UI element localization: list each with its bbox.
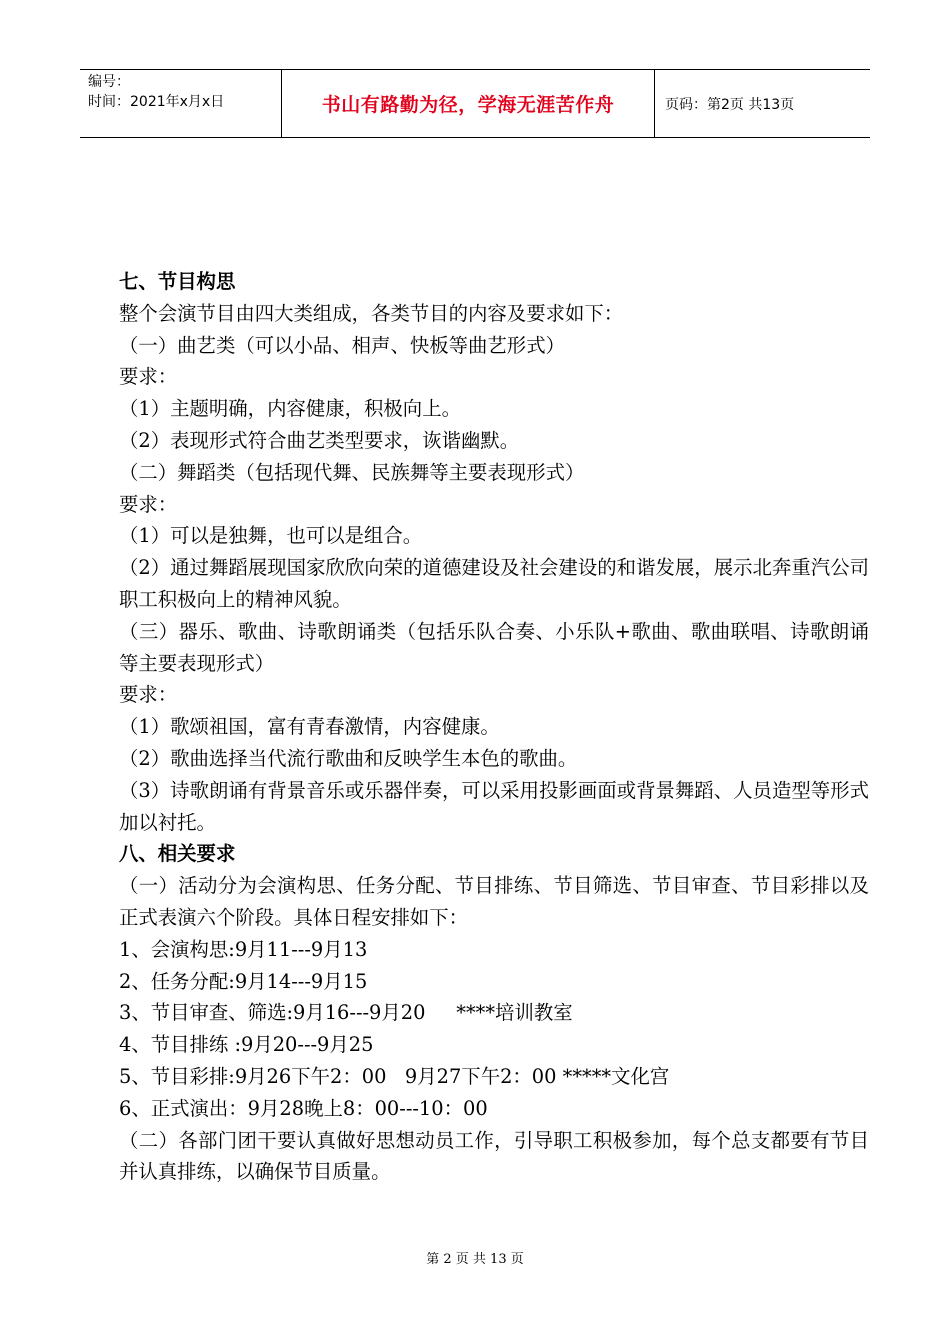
list-item: （2）通过舞蹈展现国家欣欣向荣的道德建设及社会建设的和谐发展，展示北奔重汽公司职工积极向上的精神风貌。 (119, 556, 869, 611)
list-item: （2）歌曲选择当代流行歌曲和反映学生本色的歌曲。 (119, 746, 578, 770)
list-item: （3）诗歌朗诵有背景音乐或乐器伴奏，可以采用投影画面或背景舞蹈、人员造型等形式加以衬托。 (119, 778, 869, 834)
header-page-info: 页码：第2页 共13页 (665, 96, 795, 113)
schedule-item: 5、节目彩排:9月26下午2：00 9月27下午2：00 *****文化宫 (119, 1064, 670, 1088)
section-8-paragraph: （一）活动分为会演构思、任务分配、节目排练、节目筛选、节目审查、节目彩排以及正式表演六个阶段。具体日程安排如下： (119, 874, 869, 929)
header-meta (80, 70, 282, 137)
list-item: （1）歌颂祖国，富有青春激情，内容健康。 (119, 715, 500, 739)
schedule-item: 2、任务分配:9月14---9月15 (119, 969, 368, 993)
page-footer: 第 2 页 共 13 页 (426, 1252, 524, 1267)
category-1-title: （一）曲艺类（可以小品、相声、快板等曲艺形式） (119, 333, 565, 357)
list-item: （1）主题明确，内容健康，积极向上。 (119, 397, 461, 421)
section-8-paragraph: （二）各部门团干要认真做好思想动员工作，引导职工积极参加，每个总支都要有节目并认真排练，以确保节目质量。 (119, 1128, 869, 1184)
section-8-title: 八、相关要求 (119, 842, 236, 866)
list-item: （2）表现形式符合曲艺类型要求，诙谐幽默。 (119, 428, 520, 452)
section-7-title: 七、节目构思 (119, 270, 236, 293)
category-3-title: （三）器乐、歌曲、诗歌朗诵类（包括乐队合奏、小乐队+歌曲、歌曲联唱、诗歌朗诵等主要表现形式） (119, 619, 869, 675)
schedule-item: 3、节目审查、筛选:9月16---9月20 ****培训教室 (119, 1001, 573, 1025)
header-motto: 书山有路勤为径，学海无涯苦作舟 (282, 70, 655, 137)
document-body (119, 266, 869, 1188)
category-2-title: （二）舞蹈类（包括现代舞、民族舞等主要表现形式） (119, 460, 585, 484)
date-line: 时间：2021年x月x日 (88, 94, 225, 110)
serial-label: 编号： (88, 74, 130, 90)
schedule-item: 6、正式演出：9月28晚上8：00---10：00 (119, 1096, 488, 1120)
schedule-item: 4、节目排练 :9月20---9月25 (119, 1033, 374, 1057)
schedule-item: 1、会演构思:9月11---9月13 (119, 937, 368, 961)
list-item: （1）可以是独舞，也可以是组合。 (119, 524, 423, 548)
requirements-label: 要求： (119, 492, 178, 516)
page-header (80, 69, 870, 138)
intro-paragraph: 整个会演节目由四大类组成，各类节目的内容及要求如下： (119, 301, 624, 325)
requirements-label: 要求： (119, 365, 178, 389)
requirements-label: 要求： (119, 683, 178, 707)
